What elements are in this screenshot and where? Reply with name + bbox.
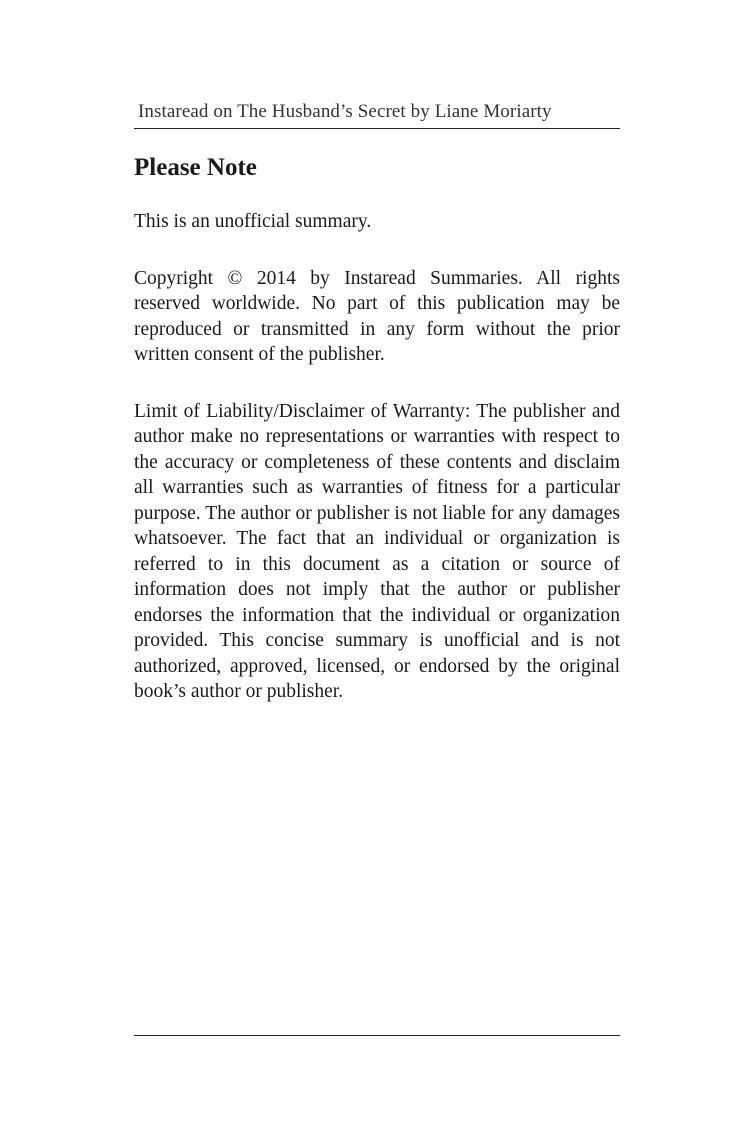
footer-divider (134, 1035, 620, 1036)
disclaimer-paragraph: Limit of Liability/Disclaimer of Warranty: The publisher and author make no representations or warranties with respect to the accuracy or completeness of these contents and disclaim all warranties such as warranties of fitness for a particular purpose. The author or publisher is not liable for any damages whatsoever. The fact that an individual or organization is referred to in this document as a citation or source of information does not imply that the author or publisher endorses the information that the individual or organization provided. This concise summary is unofficial and is not authorized, approved, licensed, or endorsed by the original book’s author or publisher. (134, 400, 620, 702)
unofficial-note-paragraph: This is an unofficial summary. (134, 211, 372, 232)
running-header: Instaread on The Husband’s Secret by Liane Moriarty (134, 101, 620, 129)
copyright-paragraph: Copyright © 2014 by Instaread Summaries. All rights reserved worldwide. No part of this publication may be reproduced or transmitted in any form without the prior written consent of the publisher. (134, 267, 620, 365)
page-title: Please Note (134, 154, 257, 181)
page-content (134, 150, 620, 736)
